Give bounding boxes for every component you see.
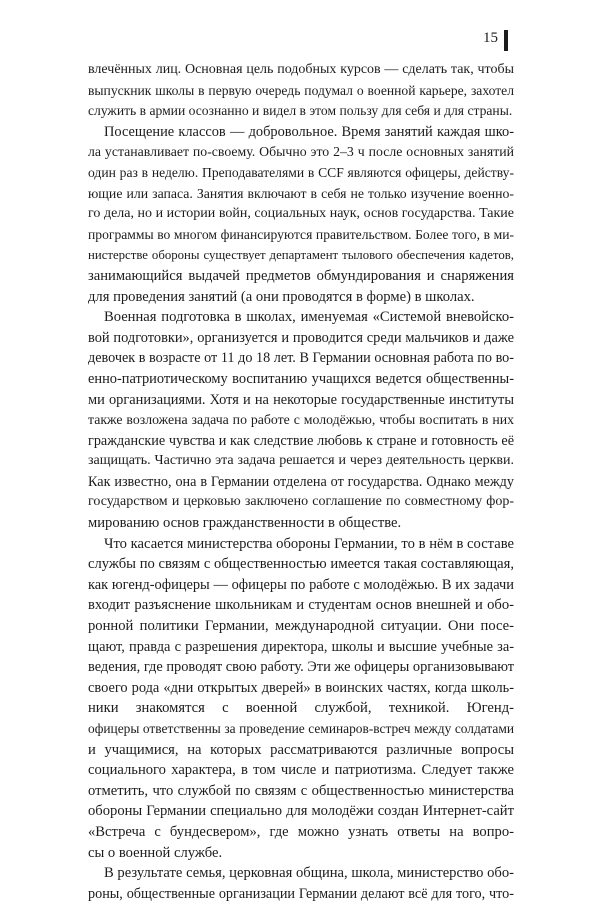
text-line: «Встреча с бундесвером», где можно узнать ответы на вопро-	[88, 823, 514, 840]
text-line: выпускник школы в первую очередь подумал о военной карьере, захотел	[88, 82, 514, 98]
text-line: государством и церковью заключено соглашение по совместному фор-	[88, 494, 514, 510]
text-line: ющие или запаса. Занятия включают в себя не только изучение военно-	[88, 185, 514, 201]
text-line: своего рода «дни открытых дверей» в воинских частях, когда школь-	[88, 679, 514, 696]
text-line: ла устанавливает по-своему. Обычно это 2–3 ч после основных занятий	[88, 144, 514, 160]
text-line: защищать. Частично эта задача решается и через деятельность церкви.	[88, 453, 514, 469]
text-line: Посещение классов — добровольное. Время занятий каждая шко-	[104, 123, 514, 140]
text-line: гражданские чувства и как следствие любовь к стране и готовность её	[88, 432, 514, 449]
text-line: социального характера, в том числе и патриотизма. Следует также	[88, 762, 514, 779]
body-text	[88, 60, 514, 904]
text-line: ники знакомятся с военной службой, техникой. Югенд-	[88, 700, 514, 717]
text-line: мированию основ гражданственности в обществе.	[88, 515, 402, 532]
text-line: ронной политики Германии, международной ситуации. Они посе-	[88, 618, 514, 635]
paragraph	[88, 863, 514, 904]
text-line: службы по связям с общественностью имеется такая составляющая,	[88, 556, 514, 573]
text-line: енно-патриотическому воспитанию учащихся ведется общественны-	[88, 370, 514, 387]
text-line: щают, правда с разрешения директора, школы и высшие учебные за-	[88, 638, 514, 655]
text-line: как югенд-офицеры — офицеры по работе с молодёжью. В их задачи	[88, 576, 514, 593]
text-line: Как известно, она в Германии отделена от государства. Однако между	[88, 473, 514, 490]
text-line: программы во многом финансируются правительством. Более того, в ми-	[88, 226, 514, 242]
paragraph	[88, 534, 514, 864]
text-line: входит разъяснение школьникам и студентам основ внешней и обо-	[88, 597, 514, 614]
text-line: сы о военной службе.	[88, 844, 223, 861]
text-line: и учащимися, на которых рассматриваются различные вопросы	[88, 741, 514, 758]
text-line: Что касается министерства обороны Германии, то в нём в составе	[104, 535, 514, 552]
paragraph	[88, 60, 514, 122]
text-line: Военная подготовка в школах, именуемая «Системой вневойско-	[104, 309, 514, 326]
page-number-bar	[504, 30, 508, 51]
text-line: В результате семья, церковная община, школа, министерство обо-	[104, 865, 514, 882]
text-line: го дела, но и истории войн, социальных наук, основ государства. Такие	[88, 206, 514, 222]
paragraph	[88, 122, 514, 307]
text-line: обороны Германии специально для молодёжи создан Интернет-сайт	[88, 803, 514, 820]
text-line: занимающийся выдачей предметов обмундирования и снаряжения	[88, 267, 514, 284]
text-line: вой подготовки», организуется и проводится среди мальчиков и даже	[88, 329, 514, 346]
text-line: ведения, где проводят свою работу. Эти же офицеры организовывают	[88, 659, 515, 676]
text-line: офицеры ответственны за проведение семинаров-встреч между солдатами	[88, 721, 514, 736]
text-line: девочек в возрасте от 11 до 18 лет. В Германии основная работа по во-	[88, 350, 514, 367]
text-line: один раз в неделю. Преподавателями в CCF являются офицеры, действу-	[88, 164, 514, 180]
text-line: служить в армии осознанно и видел в этом пользу для себя и для страны.	[88, 103, 513, 119]
text-line: для проведения занятий (а они проводятся в форме) в школах.	[88, 288, 475, 305]
page-number: 15	[483, 30, 498, 46]
text-line: влечённых лиц. Основная цель подобных курсов — сделать так, чтобы	[88, 62, 514, 77]
text-line: отметить, что службой по связям с общественностью министерства	[88, 782, 514, 799]
text-line: роны, общественные организации Германии делают всё для того, что-	[88, 885, 514, 902]
paragraph	[88, 307, 514, 534]
text-line: ми организациями. Хотя и на некоторые государственные институты	[88, 391, 514, 408]
text-line: нистерстве обороны существует департамент тылового обеспечения кадетов,	[88, 248, 514, 263]
text-line: также возложена задача по работе с молодёжью, чтобы воспитать в них	[88, 412, 514, 428]
